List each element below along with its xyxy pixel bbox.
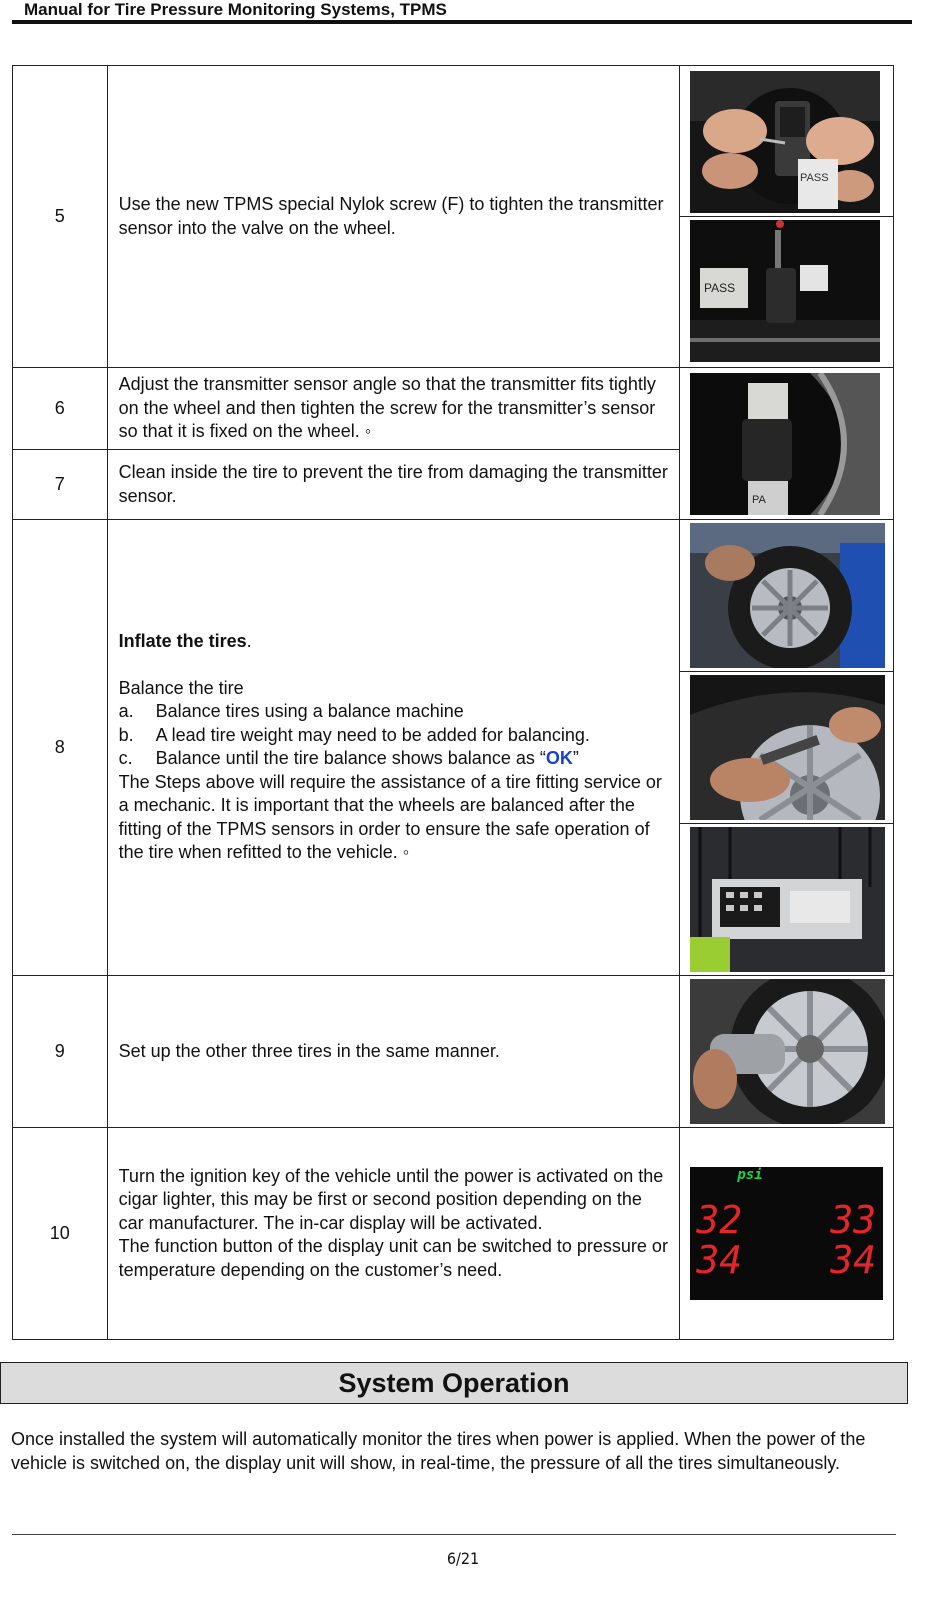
list-text: Balance tires using a balance machine [155,701,464,722]
step-note: The Steps above will require the assistance of a tire fitting service or a mechanic. It is important that the wheels are balanced after the fitting of the TPMS sensors in order to ensure the safe operation of the tire when refitted to the vehicle. ◦ [118,771,662,863]
photo-balance-weight [690,675,885,820]
image-divider [680,671,893,672]
table-row [13,520,894,976]
section-header [0,1362,908,1404]
list-text: Balance until the tire balance shows balance as “ [155,748,546,769]
list-item [119,747,670,771]
step-images [680,976,894,1128]
step-description [107,520,680,976]
image-divider [680,823,893,824]
spacer [119,654,670,677]
list-marker: c. [118,748,133,769]
svg-text:PASS: PASS [800,172,829,184]
list-marker: b. [118,724,134,745]
step-text: Turn the ignition key of the vehicle until the power is activated on the cigar lighter, this may be first or second position depending on the car manufacturer. The in-car display will be activated. [118,1165,664,1233]
list-marker: a. [118,701,134,722]
step-number: 10 [13,1128,108,1340]
photo-hands-sensor [690,71,880,213]
list-text: A lead tire weight may need to be added for balancing. [155,724,590,745]
body-paragraph: Once installed the system will automatically monitor the tires when power is applied. When the power of the vehicle is switched on, the display unit will show, in real-time, the pressure of all the tires simultaneously. [11,1429,866,1473]
step-text: Adjust the transmitter sensor angle so that the transmitter fits tightly on the wheel and then tighten the screw for the transmitter’s sensor so that it is fixed on the wheel. ◦ [118,374,656,442]
step-images [680,1128,894,1340]
photo-impact-wrench [690,979,885,1124]
steps-table [12,65,894,1340]
step-images [680,66,894,368]
display-rear-left: 34 [696,1238,743,1282]
photo-tire-on-machine [690,523,885,668]
svg-text:PA: PA [752,493,767,506]
display-front-right: 33 [830,1198,877,1242]
step-subheading: Balance the tire [118,677,244,698]
step-heading [119,630,670,654]
section-title: System Operation [338,1368,570,1398]
table-row [13,1128,894,1340]
step-list [119,700,670,771]
step-description [107,450,680,520]
display-unit: psi [737,1167,763,1183]
step-number: 8 [13,520,108,976]
step-text: Clean inside the tire to prevent the tire from damaging the transmitter sensor. [118,462,668,506]
table-row [13,976,894,1128]
step-images [680,368,894,520]
image-divider [680,216,893,217]
spacer [119,1282,670,1302]
step-description [107,368,680,450]
ok-highlight: OK [545,748,573,769]
step-heading-bold: Inflate the tires [118,631,247,652]
list-text-tail: ” [572,748,579,769]
step-description [107,976,680,1128]
step-images [680,520,894,976]
step-text: Use the new TPMS special Nylok screw (F) to tighten the transmitter sensor into the valve on the wheel. [118,194,664,238]
svg-text:PASS: PASS [704,281,736,295]
step-description [107,66,680,368]
header-title: Manual for Tire Pressure Monitoring Systems, TPMS [24,0,447,19]
photo-sensor-on-valve [690,220,880,362]
step-number: 7 [13,450,108,520]
step-text: Set up the other three tires in the same manner. [118,1040,500,1061]
page-header [12,0,912,24]
display-front-left: 32 [696,1198,743,1242]
list-item [119,700,670,724]
page-number: 6/21 [446,1549,480,1568]
display-rear-right: 34 [830,1238,877,1282]
step-description [107,1128,680,1340]
tpms-display-screen [690,1167,883,1300]
photo-balance-machine [690,827,885,972]
step-number: 5 [13,66,108,368]
table-row [13,368,894,450]
step-number: 6 [13,368,108,450]
step-text: The function button of the display unit can be switched to pressure or temperature depending on the customer’s need. [118,1236,668,1280]
table-row [13,66,894,368]
photo-sensor-angle [690,373,880,515]
step-heading-tail: . [246,631,252,652]
list-item [119,724,670,748]
footer-rule [12,1534,896,1535]
header-rule [12,20,912,24]
step-number: 9 [13,976,108,1128]
